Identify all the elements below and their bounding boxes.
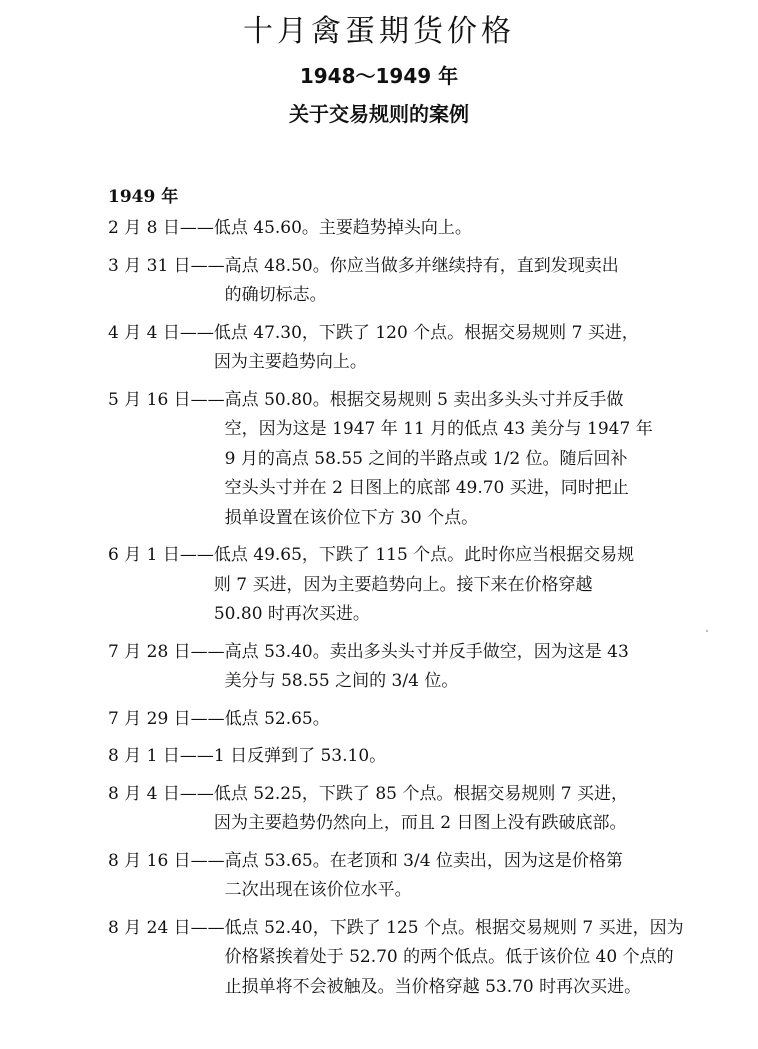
entry-line: 低点 52.25，下跌了 85 个点。根据交易规则 7 买进， [213,783,628,804]
entry-date: 6 月 1 日—— [108,545,214,565]
entry-line: 低点 45.60。主要趋势掉头向上。 [213,218,472,238]
entry-line: 低点 52.65。 [224,708,330,729]
entry-body [225,847,744,906]
entry-list [108,214,744,1010]
entry [108,386,744,534]
entry-line: 高点 48.50。你应当做多并继续持有，直到发现卖出 [224,255,619,276]
entry-line: 9 月的高点 58.55 之间的半路点或 1/2 位。随后回补 [224,448,628,469]
entry-date: 7 月 29 日—— [108,708,225,729]
entry-line: 50.80 时再次买进。 [213,604,370,624]
entry-line: 损单设置在该价位下方 30 个点。 [224,507,479,528]
entry-line: 空头头寸并在 2 日图上的底部 49.70 买进，同时把止 [224,478,629,498]
entry-line: 止损单将不会被触及。当价格穿越 53.70 时再次买进。 [224,976,642,997]
entry [108,847,744,906]
entry-date: 5 月 16 日—— [108,389,225,410]
entry [108,705,744,735]
entry-line: 高点 53.65。在老顶和 3/4 位卖出，因为这是价格第 [224,850,623,871]
entry-line: 空，因为这是 1947 年 11 月的低点 43 美分与 1947 年 [224,419,653,439]
entry-date: 7 月 28 日—— [108,641,225,662]
entry-body [214,541,744,630]
entry-body [214,319,744,378]
entry-line: 1 日反弹到了 53.10。 [213,746,387,766]
entry-line: 的确切标志。 [224,285,327,305]
year-heading: 1949 年 [108,187,179,207]
entry [108,541,744,630]
entry-date: 8 月 16 日—— [108,850,225,871]
entry-date: 2 月 8 日—— [108,218,214,238]
entry-line: 低点 52.40，下跌了 125 个点。根据交易规则 7 买进，因为 [224,917,684,938]
entry-line: 高点 53.40。卖出多头头寸并反手做空，因为这是 43 [224,641,629,662]
entry-body [214,742,744,772]
entry [108,214,744,244]
entry-line: 价格紧挨着处于 52.70 的两个低点。低于该价位 40 个点的 [224,947,674,967]
entry-body [214,780,744,839]
entry-body [225,914,744,1003]
entry-line: 低点 47.30，下跌了 120 个点。根据交易规则 7 买进， [213,322,639,343]
entry-date: 3 月 31 日—— [108,255,225,276]
entry [108,252,744,311]
page-subtitle: 1948～1949 年 [299,64,459,88]
entry [108,742,744,772]
section-title: 关于交易规则的案例 [289,102,469,126]
entry-body [214,214,744,244]
page-title: 十月禽蛋期货价格 [243,14,515,49]
entry-date: 8 月 24 日—— [108,917,225,938]
scan-speck [706,630,708,632]
entry-line: 因为主要趋势向上。 [213,352,367,372]
entry-line: 因为主要趋势仍然向上，而且 2 日图上没有跌破底部。 [213,813,627,833]
entry-date: 8 月 4 日—— [108,783,214,804]
entry [108,319,744,378]
entry-body [225,705,744,735]
entry-date: 8 月 1 日—— [108,746,214,766]
entry-body [225,638,744,697]
entry-line: 低点 49.65，下跌了 115 个点。此时你应当根据交易规 [213,545,635,565]
entry [108,780,744,839]
entry-line: 高点 50.80。根据交易规则 5 卖出多头头寸并反手做 [224,389,624,410]
entry-line: 二次出现在该价位水平。 [224,880,412,900]
entry [108,638,744,697]
entry-date: 4 月 4 日—— [108,322,214,343]
entry [108,914,744,1003]
entry-line: 美分与 58.55 之间的 3/4 位。 [224,671,459,691]
entry-body [225,252,744,311]
entry-line: 则 7 买进，因为主要趋势向上。接下来在价格穿越 [213,574,593,595]
entry-body [225,386,744,534]
